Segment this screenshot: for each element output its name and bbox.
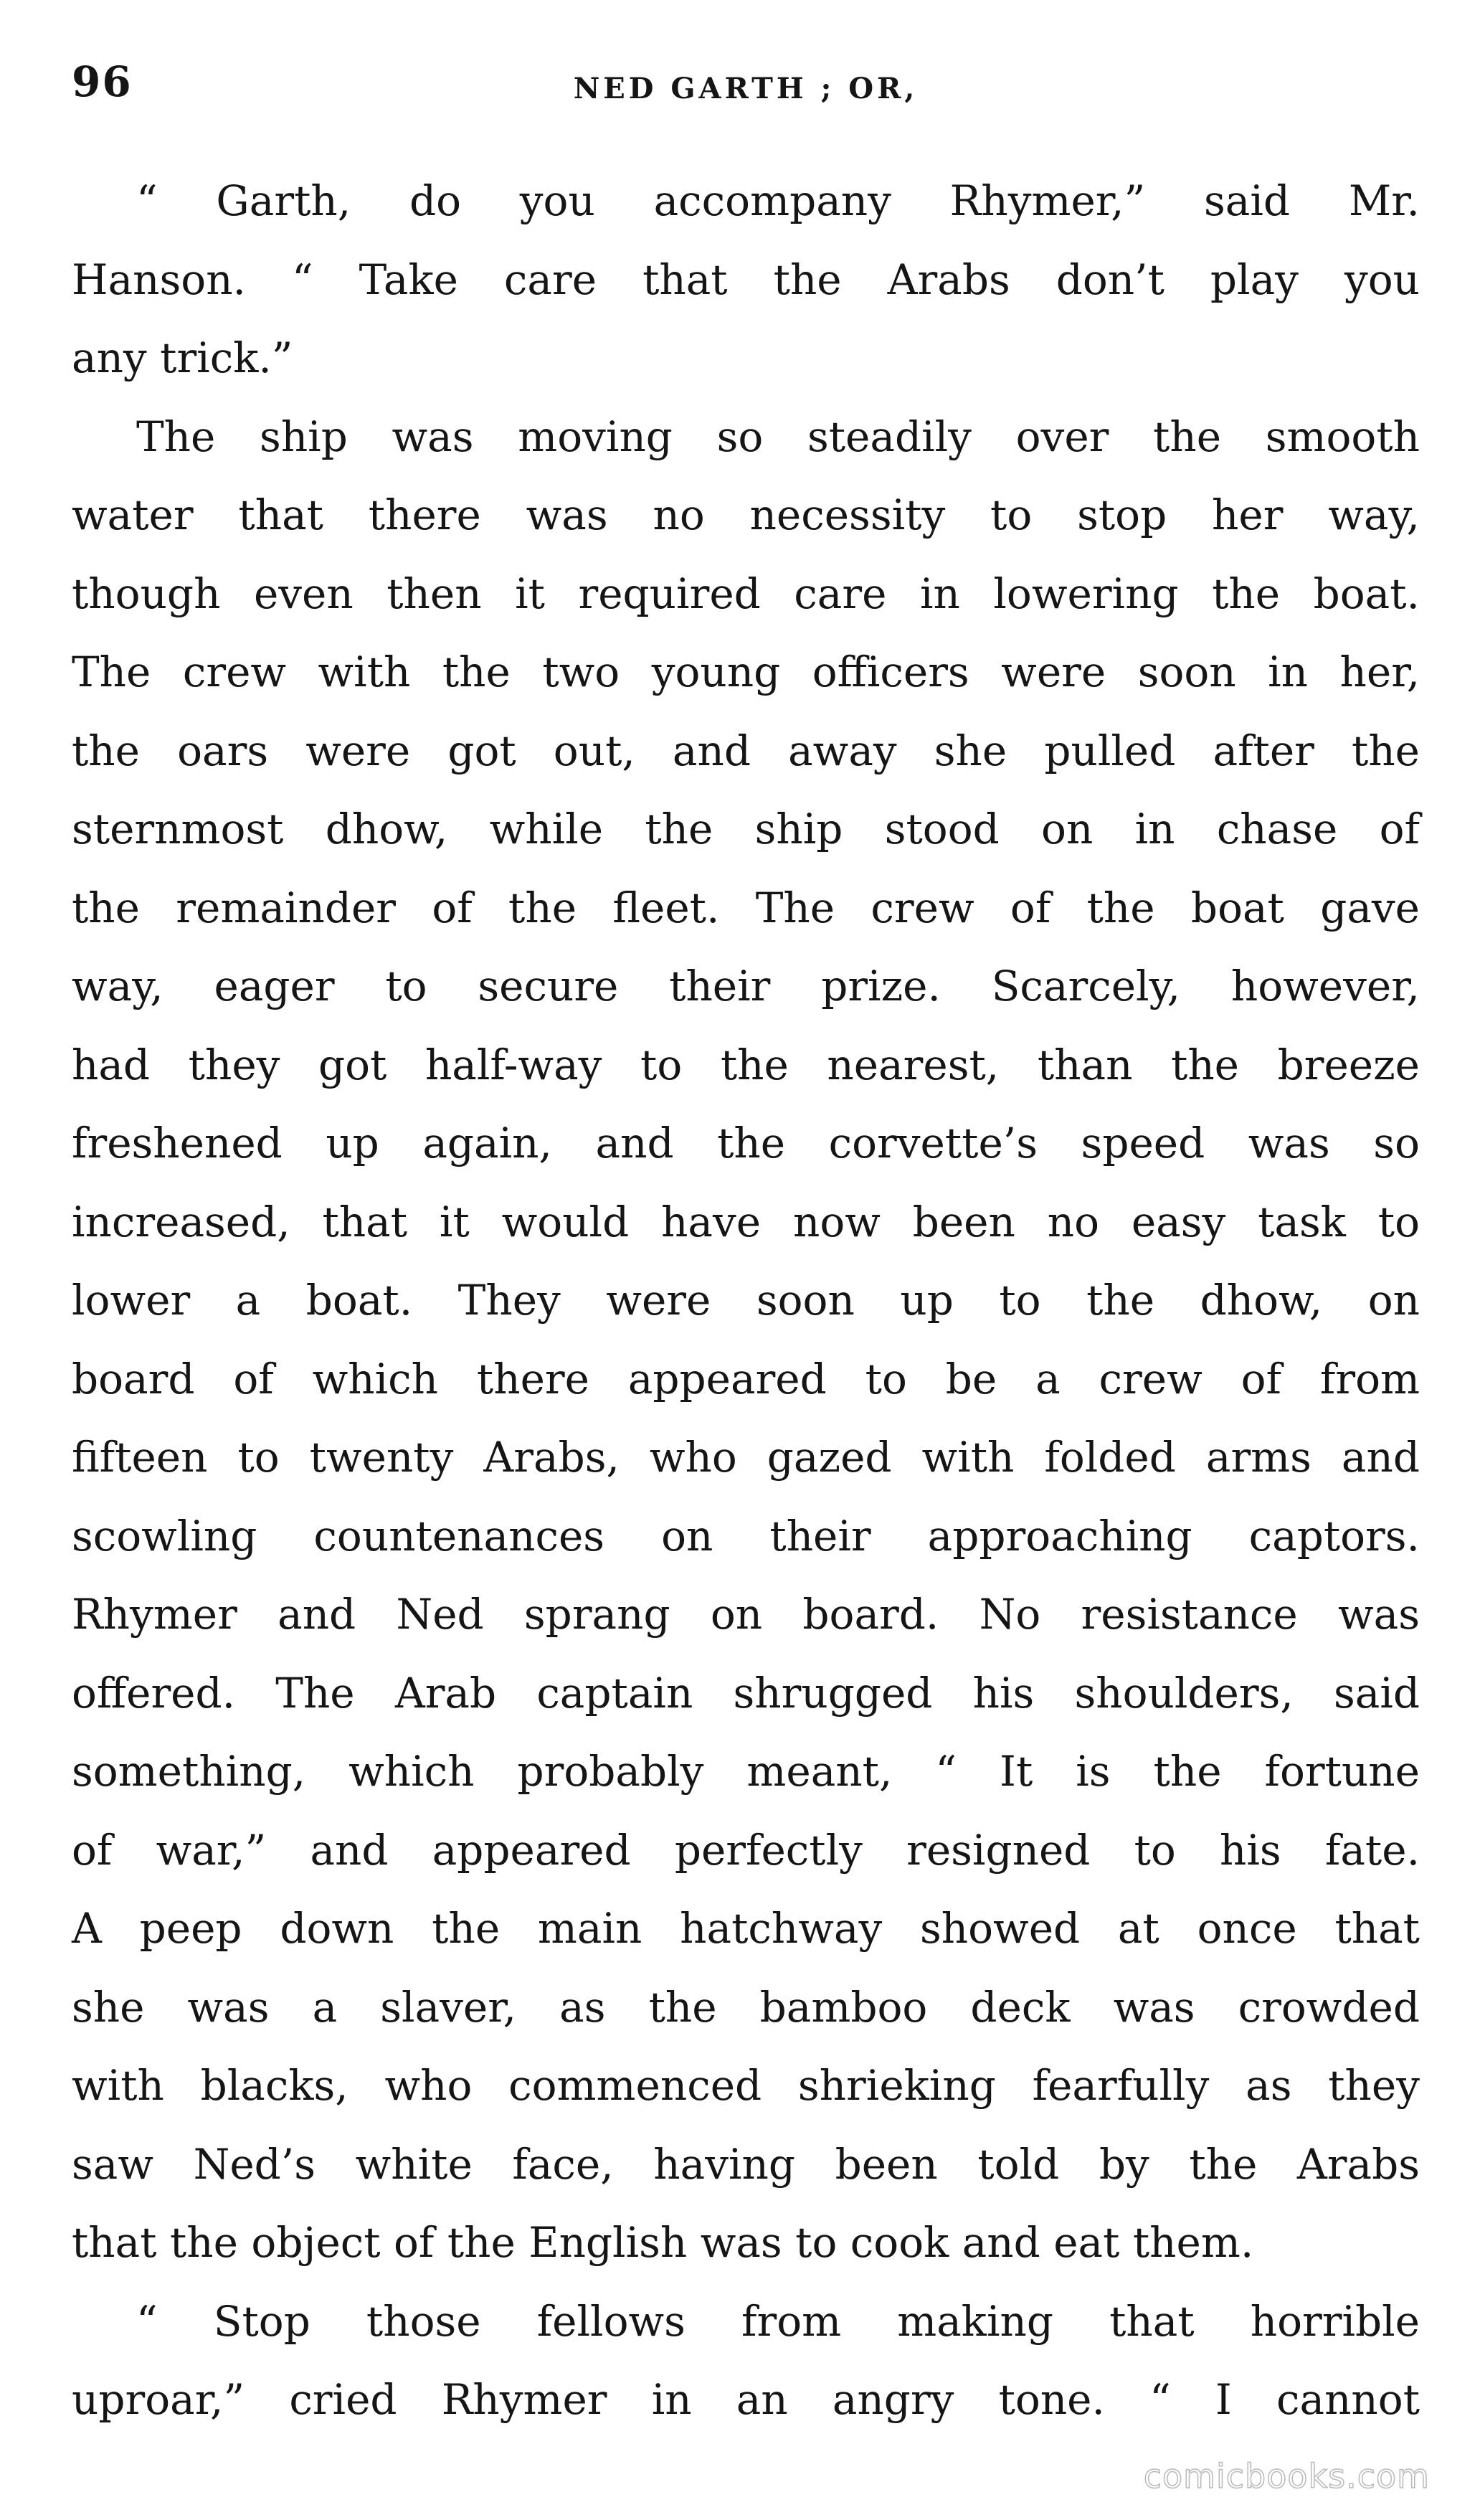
text-line: water that there was no necessity to stop her way, (72, 491, 1420, 539)
text-line: the oars were got out, and away she pulled after the (72, 726, 1420, 775)
text-line: uproar,” cried Rhymer in an angry tone. “ I cannot (72, 2375, 1420, 2424)
text-line: lower a boat. They were soon up to the dhow, on (72, 1276, 1420, 1325)
text-line: offered. The Arab captain shrugged his shoulders, said (72, 1668, 1420, 1718)
text-line: “ Garth, do you accompany Rhymer,” said Mr. (136, 176, 1420, 225)
text-line: increased, that it would have now been no easy task to (72, 1197, 1420, 1246)
text-line: The ship was moving so steadily over the smooth (136, 412, 1420, 461)
text-line: way, eager to secure their prize. Scarcely, however, (72, 962, 1420, 1010)
watermark: comicbooks.com (1143, 2457, 1430, 2496)
text-line: something, which probably meant, “ It is the fortune (72, 1747, 1420, 1796)
paragraph (72, 398, 1420, 2283)
running-head: NED GARTH ; OR, (573, 72, 919, 105)
paragraph (72, 2283, 1420, 2440)
text-line: any trick.” (72, 333, 293, 382)
page-header (72, 57, 1420, 129)
text-line: though even then it required care in lowering the boat. (72, 569, 1420, 618)
text-line: with blacks, who commenced shrieking fearfully as they (72, 2061, 1420, 2110)
text-line: sternmost dhow, while the ship stood on in chase of (72, 805, 1420, 853)
text-line: that the object of the English was to cook and eat them. (72, 2218, 1254, 2267)
text-line: scowling countenances on their approaching captors. (72, 1511, 1420, 1560)
body-text (72, 162, 1420, 2440)
text-line: of war,” and appeared perfectly resigned to his fate. (72, 1825, 1420, 1875)
page-number: 96 (72, 57, 133, 106)
text-line: the remainder of the fleet. The crew of the boat gave (72, 883, 1420, 932)
text-line: freshened up again, and the corvette’s speed was so (72, 1119, 1420, 1167)
paragraph (72, 162, 1420, 398)
text-line: fifteen to twenty Arabs, who gazed with folded arms and (72, 1433, 1420, 1482)
text-line: Hanson. “ Take care that the Arabs don’t play you (72, 255, 1420, 304)
text-line: Rhymer and Ned sprang on board. No resistance was (72, 1590, 1420, 1639)
text-line: saw Ned’s white face, having been told by the Arabs (72, 2139, 1420, 2189)
text-line: she was a slaver, as the bamboo deck was crowded (72, 1982, 1420, 2032)
text-line: “ Stop those fellows from making that horrible (136, 2296, 1420, 2346)
text-line: A peep down the main hatchway showed at once that (72, 1904, 1420, 1953)
text-line: had they got half-way to the nearest, than the breeze (72, 1040, 1420, 1089)
text-line: The crew with the two young officers were soon in her, (72, 648, 1420, 696)
text-line: board of which there appeared to be a crew of from (72, 1354, 1420, 1403)
